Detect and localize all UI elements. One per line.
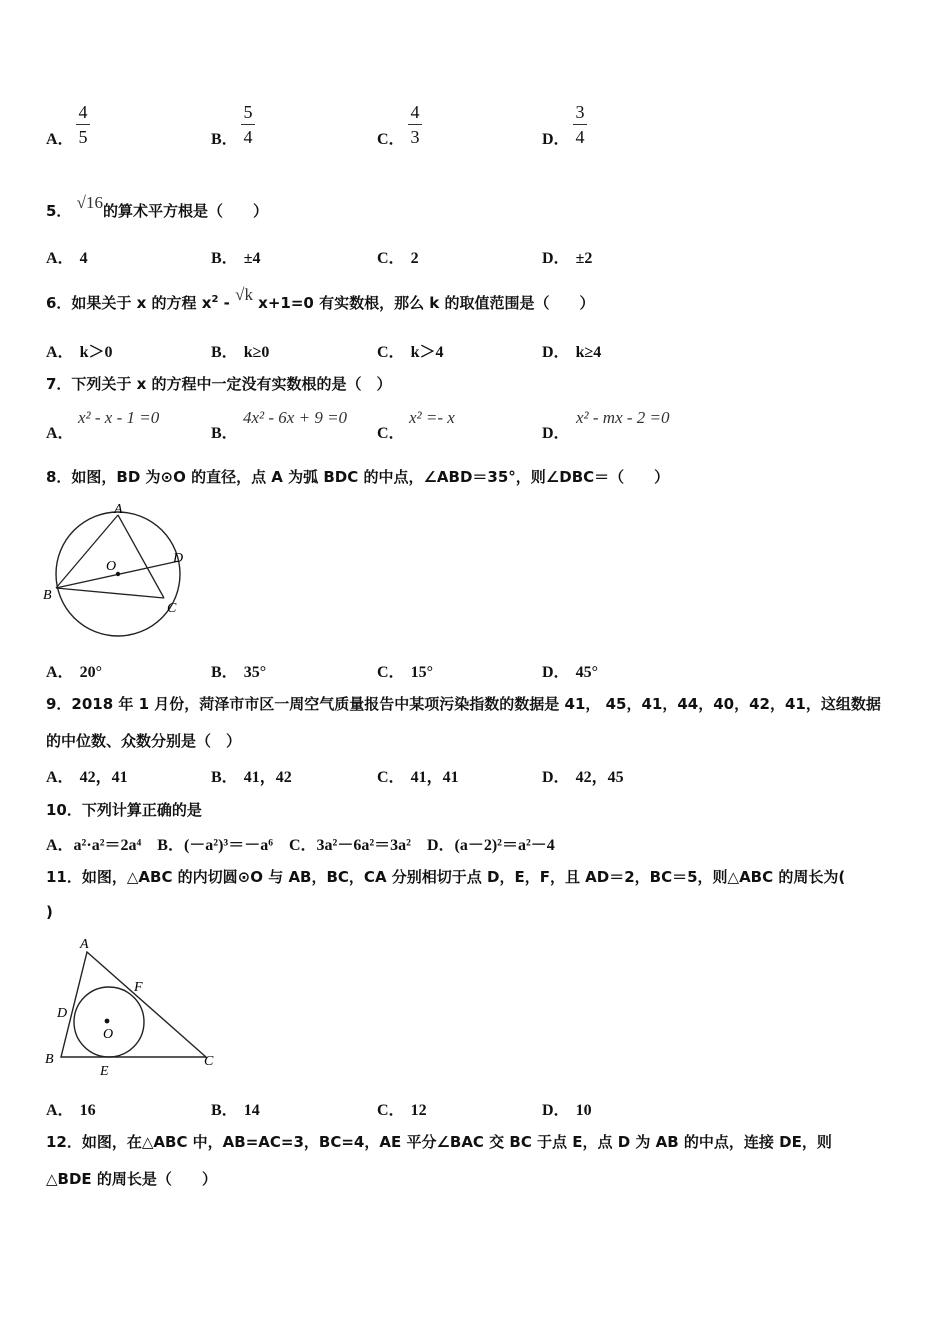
question-12-line-2: △BDE 的周长是（ ） <box>46 1170 217 1188</box>
q8-option-c: C． 15° <box>377 664 433 681</box>
q7-option-d-letter: D． <box>542 425 570 442</box>
q5-option-b: B． ±4 <box>211 250 261 267</box>
question-6: 6．如果关于 x 的方程 $x^2 - √k$ x+1=0 有实数根，那么 k 的取值范围是（ ） <box>46 285 595 312</box>
q11-option-c: C． 12 <box>377 1102 427 1119</box>
q5-option-d: D． ±2 <box>542 250 593 267</box>
q7-option-c-equation: x² =- x <box>409 408 455 427</box>
label-b: B <box>43 588 52 603</box>
center-point-o <box>116 572 120 576</box>
q9-option-c: C． 41，41 <box>377 769 459 786</box>
q8-option-b: B． 35° <box>211 664 267 681</box>
label-o: O <box>103 1027 114 1042</box>
q4-option-a-fraction: 4 5 <box>76 102 90 147</box>
label-c: C <box>167 601 177 616</box>
q4-option-b-fraction: 5 4 <box>241 102 255 147</box>
question-10: 10．下列计算正确的是 <box>46 801 202 819</box>
q6-option-a: A． k＞0 <box>46 344 113 361</box>
question-8: 8．如图，BD 为⊙O 的直径，点 A 为弧 BDC 的中点，∠ABD＝35°，则∠DBC＝（ ） <box>46 468 670 486</box>
question-7: 7．下列关于 x 的方程中一定没有实数根的是（ ） <box>46 375 392 393</box>
sqrt-k-radical: √k <box>235 285 253 304</box>
question-11-line-1: 11．如图，△ABC 的内切圆⊙O 与 AB，BC，CA 分别相切于点 D，E，F，且 AD＝2，BC＝5，则△ABC 的周长为( <box>46 868 846 886</box>
question-12-line-1: 12．如图，在△ABC 中，AB=AC=3，BC=4，AE 平分∠BAC 交 BC 于点 E，点 D 为 AB 的中点，连接 DE，则 <box>46 1133 832 1151</box>
q11-option-a: A． 16 <box>46 1102 96 1119</box>
label-e: E <box>100 1064 109 1079</box>
q6-option-d: D． k≥4 <box>542 344 602 361</box>
center-point-o <box>105 1019 110 1024</box>
q7-option-a-letter: A． <box>46 425 74 442</box>
q4-option-b: B． <box>211 131 238 148</box>
question-9-line-2: 的中位数、众数分别是（ ） <box>46 732 242 750</box>
q7-option-b-letter: B． <box>211 425 238 442</box>
q7-option-d-equation: x² - mx - 2 =0 <box>576 408 670 427</box>
q9-option-d: D． 42，45 <box>542 769 624 786</box>
q7-option-a-equation: x² - x - 1 =0 <box>78 408 160 427</box>
label-d: D <box>173 551 184 566</box>
q8-option-a: A． 20° <box>46 664 102 681</box>
segment-bc <box>56 588 164 598</box>
q4-option-a: A． <box>46 131 74 148</box>
q11-option-d: D． 10 <box>542 1102 592 1119</box>
q11-incircle-figure <box>40 930 225 1080</box>
question-11-line-2: ) <box>46 903 53 921</box>
question-5: 5． √16的算术平方根是（ ） <box>46 193 269 220</box>
sqrt16-radical: √16 <box>76 193 104 212</box>
q6-option-c: C． k＞4 <box>377 344 444 361</box>
q8-circle-figure <box>40 498 200 643</box>
label-d: D <box>57 1006 68 1021</box>
q5-option-c: C． 2 <box>377 250 419 267</box>
label-c: C <box>204 1054 214 1069</box>
q4-option-c: C． <box>377 131 405 148</box>
q6-option-b: B． k≥0 <box>211 344 270 361</box>
q8-option-d: D． 45° <box>542 664 598 681</box>
label-o: O <box>106 559 117 574</box>
question-9-line-1: 9．2018 年 1 月份，菏泽市市区一周空气质量报告中某项污染指数的数据是 41， 45，41，44，40，42，41，这组数据 <box>46 695 881 713</box>
q10-options-line: A．a²·a²＝2a⁴ B．(－a²)³＝－a⁶ C．3a²－6a²＝3a² D．(a－2)²＝a²－4 <box>46 837 555 854</box>
q7-option-b-equation: 4x² - 6x + 9 =0 <box>243 408 348 427</box>
q11-option-b: B． 14 <box>211 1102 260 1119</box>
q5-option-a: A． 4 <box>46 250 88 267</box>
q9-option-a: A． 42，41 <box>46 769 128 786</box>
q4-option-d-fraction: 3 4 <box>573 102 587 147</box>
q7-option-c-letter: C． <box>377 425 405 442</box>
triangle-abc <box>61 952 206 1057</box>
label-b: B <box>45 1052 54 1067</box>
q4-option-d: D． <box>542 131 570 148</box>
label-a: A <box>80 937 89 952</box>
q9-option-b: B． 41，42 <box>211 769 292 786</box>
label-f: F <box>134 980 143 995</box>
segment-ac <box>118 515 164 598</box>
q4-option-c-fraction: 4 3 <box>408 102 422 147</box>
label-a: A <box>114 502 123 517</box>
